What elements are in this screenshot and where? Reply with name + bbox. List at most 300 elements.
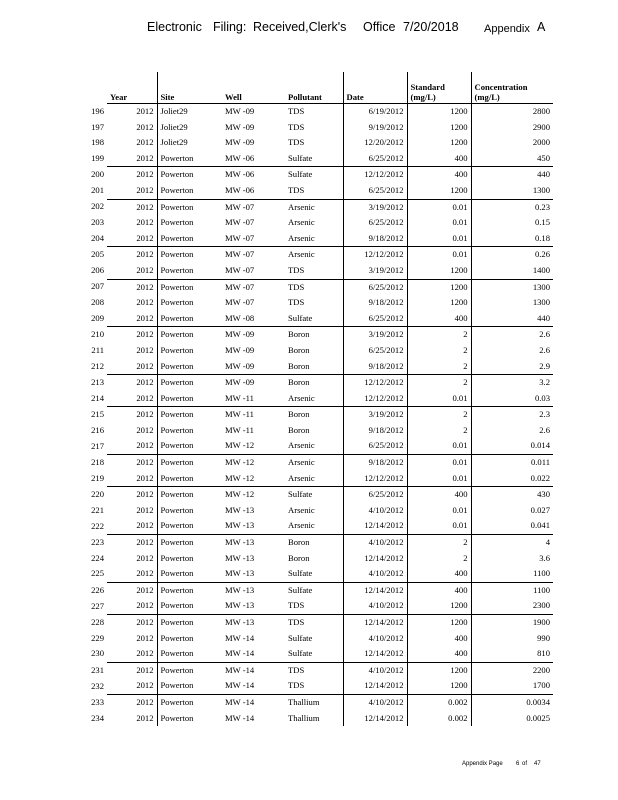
cell-concentration: 440 [471,167,553,183]
cell-year: 2012 [107,199,157,215]
table-row [72,631,553,647]
cell-pollutant: Arsenic [288,520,315,531]
header-office: Office [363,20,396,34]
cell-pollutant: Sulfate [288,152,313,163]
cell-well: MW -07 [225,297,255,308]
cell-year: 2012 [136,472,154,483]
row-number: 202 [91,201,104,212]
cell-site: Powerton [157,343,222,359]
table-row [72,503,553,519]
cell-well: MW -07 [222,247,285,263]
cell-year: 2012 [136,312,154,323]
cell-pollutant: Thallium [285,694,343,710]
row-number: 229 [91,632,104,643]
cell-pollutant: Arsenic [285,199,343,215]
table-row [72,694,553,710]
cell-date: 12/12/2012 [343,167,407,183]
cell-site: Powerton [157,471,222,487]
cell-pollutant: Thallium [288,712,320,723]
row-number: 208 [91,297,104,308]
cell-standard: 400 [407,631,471,647]
cell-well: MW -14 [225,712,255,723]
table-row [72,615,553,631]
cell-well: MW -13 [222,582,285,598]
cell-pollutant: TDS [288,137,305,148]
cell-standard: 400 [407,151,471,167]
cell-site: Joliet29 [157,104,222,120]
table-row [72,487,553,503]
table-row [72,407,553,423]
cell-site: Powerton [157,518,222,534]
row-number: 210 [91,329,104,340]
cell-standard: 1200 [407,135,471,151]
cell-concentration: 440 [471,311,553,327]
footer-appendix-page-label: Appendix Page [462,761,503,767]
header-year: Year [110,92,128,102]
cell-concentration: 990 [471,631,553,647]
cell-year: 2012 [136,632,154,643]
cell-concentration: 4 [471,535,553,551]
row-number: 228 [91,616,104,627]
row-number: 227 [91,600,104,611]
cell-well: MW -14 [225,632,255,643]
cell-well: MW -07 [225,264,255,275]
cell-well: MW -11 [225,424,254,435]
footer-total-pages: 47 [534,761,541,767]
cell-date: 6/25/2012 [343,343,407,359]
cell-year: 2012 [136,217,154,228]
cell-date: 4/10/2012 [343,598,407,614]
cell-date: 9/18/2012 [343,231,407,247]
cell-pollutant: Sulfate [288,648,313,659]
cell-standard: 2 [407,535,471,551]
cell-well: MW -14 [222,662,285,678]
cell-pollutant: Arsenic [288,232,315,243]
cell-year: 2012 [107,694,157,710]
cell-pollutant: Arsenic [288,504,315,515]
header-electronic: Electronic [147,20,202,34]
cell-year: 2012 [136,568,154,579]
cell-concentration: 2300 [471,598,553,614]
row-number: 226 [91,584,104,595]
cell-standard: 1200 [407,598,471,614]
header-standard-line2: (mg/L) [410,92,436,102]
row-number: 231 [91,664,104,675]
cell-year: 2012 [136,520,154,531]
cell-site: Powerton [157,455,222,471]
cell-standard: 0.01 [407,455,471,471]
cell-site: Powerton [157,199,222,215]
cell-date: 12/12/2012 [343,391,407,407]
cell-site: Powerton [157,423,222,439]
cell-concentration: 0.027 [471,503,553,519]
cell-concentration: 1300 [471,279,553,295]
cell-date: 6/19/2012 [343,104,407,120]
cell-year: 2012 [107,615,157,631]
cell-standard: 0.01 [407,247,471,263]
cell-concentration: 2900 [471,120,553,136]
cell-concentration: 0.0034 [471,694,553,710]
cell-well: MW -09 [222,375,285,391]
cell-year: 2012 [136,680,154,691]
cell-standard: 0.01 [407,391,471,407]
table-row [72,662,553,678]
header-appendix: Appendix [484,23,530,35]
cell-well: MW -07 [225,232,255,243]
cell-well: MW -11 [222,407,285,423]
cell-well: MW -13 [225,568,255,579]
cell-year: 2012 [107,455,157,471]
cell-year: 2012 [136,137,154,148]
cell-well: MW -09 [225,360,255,371]
cell-well: MW -12 [225,440,255,451]
cell-year: 2012 [136,152,154,163]
table-row [72,279,553,295]
table-body [72,104,553,727]
cell-site: Powerton [157,311,222,327]
cell-date: 12/12/2012 [343,247,407,263]
table-row [72,566,553,582]
table-row [72,535,553,551]
cell-standard: 0.01 [407,231,471,247]
cell-year: 2012 [107,104,157,120]
row-number: 214 [91,392,104,403]
cell-year: 2012 [107,167,157,183]
monitoring-data-table [72,72,553,726]
cell-pollutant: Sulfate [288,312,313,323]
cell-concentration: 0.011 [471,455,553,471]
header-date: Date [343,72,407,104]
column-header-row [72,72,553,104]
cell-pollutant: Arsenic [285,247,343,263]
header-pollutant: Pollutant [288,92,322,102]
row-number: 197 [91,121,104,132]
cell-standard: 2 [407,423,471,439]
cell-year: 2012 [136,424,154,435]
cell-concentration: 450 [471,151,553,167]
header-filing: Filing: [213,20,247,34]
cell-concentration: 2.6 [471,343,553,359]
cell-year: 2012 [107,582,157,598]
cell-standard: 0.01 [407,471,471,487]
table-row [72,438,553,454]
row-number: 225 [91,568,104,579]
table-row [72,247,553,263]
cell-site: Powerton [157,438,222,454]
header-row-number [72,72,107,104]
cell-pollutant: Arsenic [288,217,315,228]
cell-date: 12/14/2012 [343,582,407,598]
cell-pollutant: TDS [285,104,343,120]
cell-concentration: 0.18 [471,231,553,247]
cell-site: Powerton [157,551,222,567]
cell-year: 2012 [107,327,157,343]
cell-standard: 0.002 [407,711,471,727]
table-row [72,151,553,167]
cell-site: Powerton [157,407,222,423]
cell-site: Powerton [157,263,222,279]
cell-well: MW -11 [225,392,254,403]
cell-pollutant: TDS [288,121,305,132]
cell-site: Powerton [157,391,222,407]
cell-date: 6/25/2012 [343,215,407,231]
cell-concentration: 0.0025 [471,711,553,727]
table-row [72,215,553,231]
cell-date: 3/19/2012 [343,327,407,343]
cell-standard: 2 [407,375,471,391]
cell-pollutant: TDS [285,279,343,295]
cell-pollutant: TDS [288,680,305,691]
cell-site: Powerton [157,215,222,231]
cell-site: Powerton [157,151,222,167]
cell-concentration: 2000 [471,135,553,151]
cell-concentration: 2.3 [471,407,553,423]
row-number: 216 [91,424,104,435]
cell-date: 3/19/2012 [343,407,407,423]
cell-standard: 0.01 [407,215,471,231]
cell-concentration: 3.2 [471,375,553,391]
cell-concentration: 1300 [471,295,553,311]
cell-pollutant: TDS [288,264,305,275]
table-row [72,295,553,311]
cell-standard: 400 [407,582,471,598]
cell-concentration: 0.014 [471,438,553,454]
cell-pollutant: Boron [288,344,310,355]
cell-pollutant: Arsenic [288,472,315,483]
cell-standard: 1200 [407,678,471,694]
cell-year: 2012 [136,297,154,308]
cell-standard: 0.01 [407,199,471,215]
cell-standard: 2 [407,407,471,423]
cell-year: 2012 [136,600,154,611]
row-number: 224 [91,552,104,563]
table-row [72,391,553,407]
table-row [72,646,553,662]
filing-header [0,20,618,36]
table-row [72,598,553,614]
row-number: 213 [91,376,104,387]
cell-year: 2012 [136,360,154,371]
cell-standard: 0.002 [407,694,471,710]
cell-site: Powerton [157,295,222,311]
cell-year: 2012 [136,392,154,403]
cell-year: 2012 [136,648,154,659]
row-number: 200 [91,169,104,180]
cell-well: MW -13 [225,600,255,611]
cell-date: 9/18/2012 [343,455,407,471]
cell-well: MW -09 [225,344,255,355]
row-number: 230 [91,648,104,659]
cell-date: 4/10/2012 [343,631,407,647]
table-row [72,183,553,199]
cell-date: 6/25/2012 [343,279,407,295]
row-number: 211 [91,344,104,355]
cell-concentration: 0.15 [471,215,553,231]
cell-standard: 2 [407,551,471,567]
table-row [72,375,553,391]
cell-pollutant: Boron [288,552,310,563]
cell-standard: 1200 [407,263,471,279]
cell-well: MW -13 [225,504,255,515]
cell-concentration: 0.26 [471,247,553,263]
cell-well: MW -12 [222,455,285,471]
cell-standard: 400 [407,311,471,327]
cell-year: 2012 [136,344,154,355]
row-number: 222 [91,520,104,531]
cell-standard: 400 [407,566,471,582]
cell-concentration: 1700 [471,678,553,694]
cell-site: Powerton [157,646,222,662]
header-standard [407,72,471,104]
table-row [72,518,553,534]
footer-page-number: 6 [516,761,520,767]
cell-pollutant: Boron [285,327,343,343]
row-number: 198 [91,137,104,148]
cell-well: MW -12 [222,487,285,503]
table-row [72,423,553,439]
cell-site: Powerton [157,535,222,551]
cell-pollutant: Sulfate [285,167,343,183]
cell-well: MW -13 [222,615,285,631]
cell-date: 4/10/2012 [343,566,407,582]
row-number: 209 [91,312,104,323]
cell-standard: 1200 [407,183,471,199]
cell-concentration: 1100 [471,582,553,598]
row-number: 234 [91,712,104,723]
row-number: 217 [91,440,104,451]
table-row [72,120,553,136]
cell-pollutant: TDS [288,297,305,308]
cell-pollutant: Boron [288,360,310,371]
table-row [72,582,553,598]
cell-concentration: 2.6 [471,327,553,343]
cell-year: 2012 [136,121,154,132]
row-number: 204 [91,233,104,243]
cell-date: 9/18/2012 [343,359,407,375]
cell-year: 2012 [107,535,157,551]
cell-date: 12/14/2012 [343,711,407,727]
cell-year: 2012 [107,407,157,423]
table-row [72,167,553,183]
cell-site: Powerton [157,662,222,678]
cell-standard: 1200 [407,295,471,311]
row-number: 218 [91,456,104,467]
row-number: 212 [91,360,104,371]
cell-well: MW -09 [222,104,285,120]
cell-site: Powerton [157,487,222,503]
cell-well: MW -07 [222,199,285,215]
cell-site: Powerton [157,183,222,199]
header-received: Received,Clerk's [253,20,347,34]
cell-concentration: 3.6 [471,551,553,567]
cell-well: MW -13 [225,552,255,563]
cell-date: 3/19/2012 [343,263,407,279]
cell-well: MW -06 [225,152,255,163]
cell-site: Powerton [157,247,222,263]
cell-well: MW -07 [222,279,285,295]
cell-concentration: 1400 [471,263,553,279]
cell-date: 4/10/2012 [343,535,407,551]
cell-year: 2012 [136,440,154,451]
cell-site: Powerton [157,582,222,598]
cell-site: Powerton [157,615,222,631]
cell-pollutant: Boron [285,375,343,391]
table-row [72,343,553,359]
row-number: 233 [91,696,104,707]
cell-well: MW -13 [225,520,255,531]
row-number: 215 [91,409,104,420]
cell-well: MW -06 [225,184,255,195]
cell-date: 6/25/2012 [343,151,407,167]
cell-date: 6/25/2012 [343,183,407,199]
cell-well: MW -07 [225,217,255,228]
cell-site: Powerton [157,631,222,647]
cell-standard: 400 [407,646,471,662]
header-concentration [471,72,553,104]
row-number: 201 [91,185,104,196]
cell-date: 12/20/2012 [343,135,407,151]
header-concentration-line2: (mg/L) [474,92,500,102]
cell-concentration: 2.6 [471,423,553,439]
cell-date: 9/19/2012 [343,120,407,136]
cell-concentration: 0.022 [471,471,553,487]
cell-site: Powerton [157,694,222,710]
cell-concentration: 0.23 [471,199,553,215]
cell-year: 2012 [136,232,154,243]
row-number: 205 [91,249,104,260]
cell-standard: 1200 [407,120,471,136]
cell-standard: 2 [407,327,471,343]
cell-well: MW -14 [225,680,255,691]
cell-year: 2012 [107,375,157,391]
cell-concentration: 2.9 [471,359,553,375]
cell-pollutant: Arsenic [288,440,315,451]
cell-well: MW -06 [222,167,285,183]
table-row [72,359,553,375]
row-number: 223 [91,536,104,547]
cell-year: 2012 [107,487,157,503]
cell-pollutant: Sulfate [285,487,343,503]
cell-date: 12/12/2012 [343,471,407,487]
cell-site: Powerton [157,327,222,343]
cell-standard: 1200 [407,662,471,678]
cell-date: 6/25/2012 [343,438,407,454]
cell-concentration: 430 [471,487,553,503]
cell-site: Powerton [157,359,222,375]
row-number: 203 [91,217,104,228]
row-number: 221 [91,504,104,515]
cell-concentration: 0.041 [471,518,553,534]
cell-concentration: 1900 [471,615,553,631]
cell-date: 3/19/2012 [343,199,407,215]
cell-site: Powerton [157,678,222,694]
cell-date: 12/14/2012 [343,678,407,694]
cell-standard: 400 [407,167,471,183]
table-row [72,471,553,487]
row-number: 199 [91,153,104,164]
cell-date: 12/14/2012 [343,615,407,631]
cell-standard: 400 [407,487,471,503]
cell-concentration: 2800 [471,104,553,120]
cell-date: 4/10/2012 [343,662,407,678]
cell-year: 2012 [107,279,157,295]
cell-year: 2012 [136,552,154,563]
header-appendix-letter: A [537,20,546,34]
cell-date: 9/18/2012 [343,295,407,311]
cell-pollutant: Boron [285,535,343,551]
table-row [72,711,553,727]
cell-site: Joliet29 [157,135,222,151]
